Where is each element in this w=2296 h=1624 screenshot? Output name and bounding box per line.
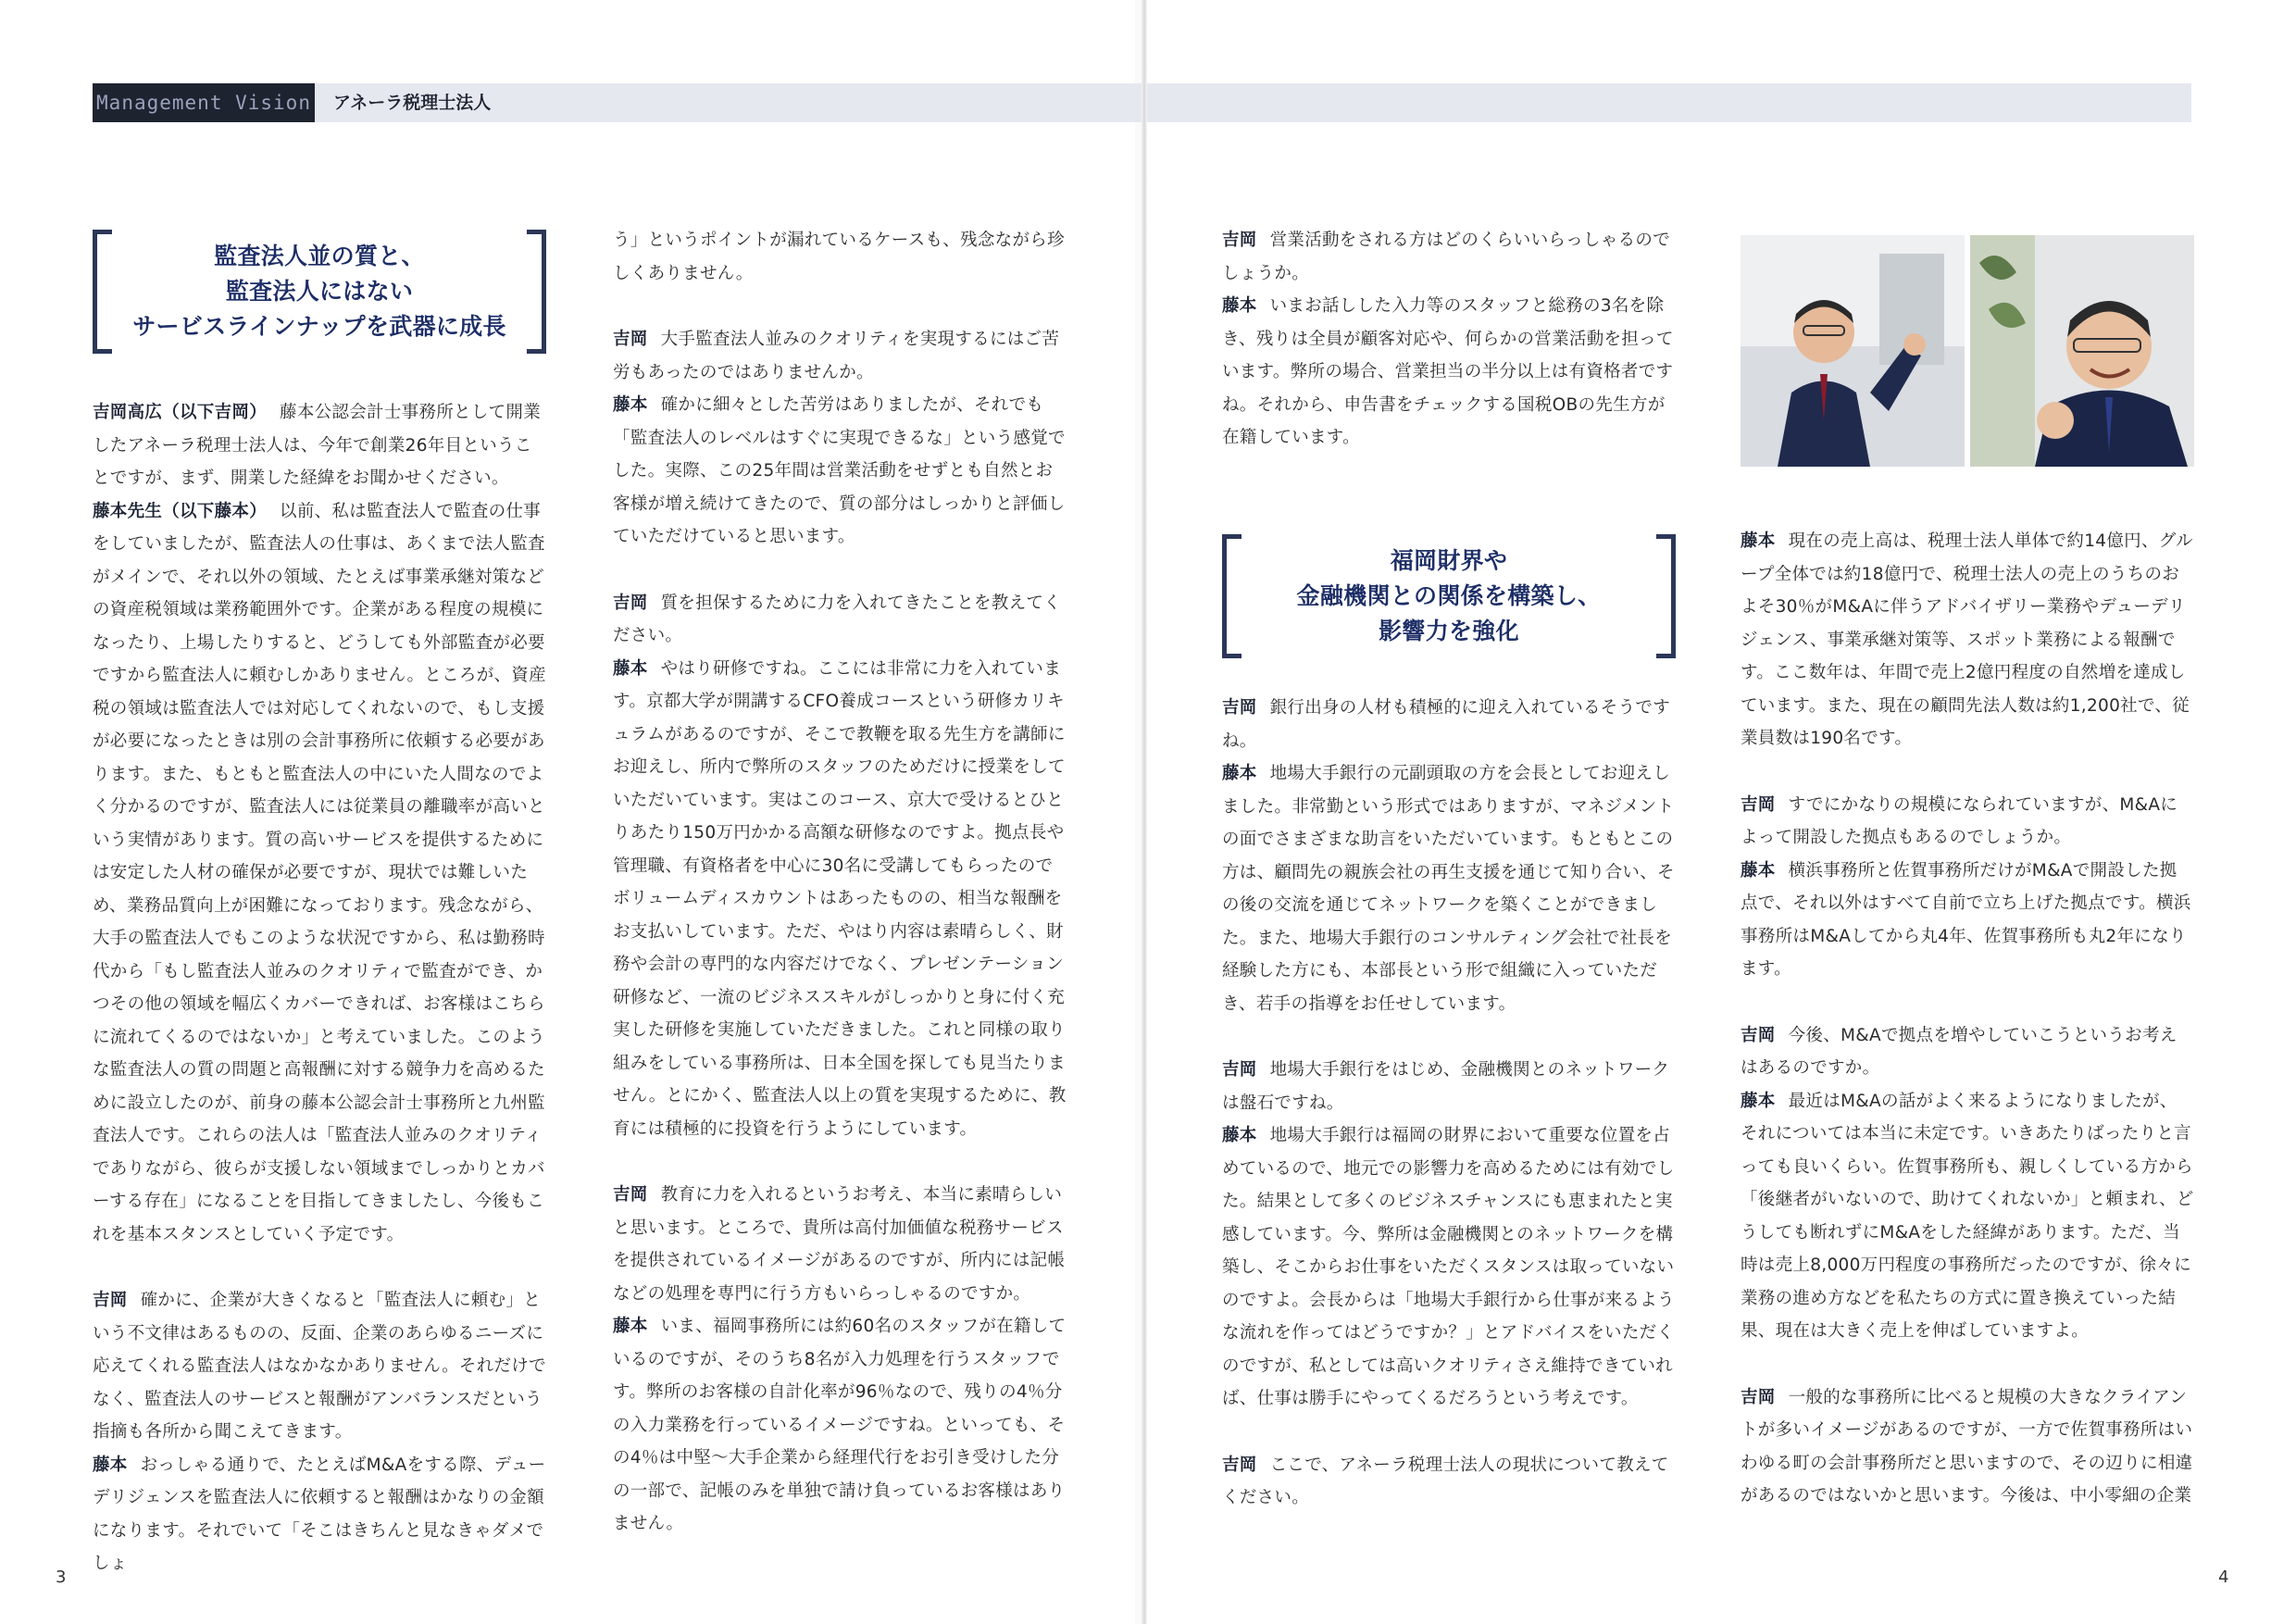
dialogue-paragraph [1741, 789, 2194, 855]
dialogue-paragraph [93, 396, 546, 495]
speaker-name: 吉岡 [1222, 1455, 1257, 1475]
dialogue-text: 営業活動をされる方はどのくらいいらっしゃるのでしょうか。 [1222, 231, 1671, 283]
dialogue-text: 現在の売上高は、税理士法人単体で約14億円、グループ全体では約18億円で、税理士法人の売上のうちのおよそ30％がM&Aに伴うアドバイザリー業務やデューデリジェンス、事業承継対策等、スポット業務による報酬です。ここ数年は、年間で売上2億円程度の自然増を達成しています。また、現在の顧問先法人数は約1,200社で、従業員数は190名です。 [1741, 531, 2193, 748]
photo-portrait-left [1741, 235, 1965, 467]
heading-line: サービスラインナップを武器に成長 [132, 313, 506, 340]
paragraph-gap [613, 1145, 1067, 1179]
dialogue-text: おっしゃる通りで、たとえばM&Aをする際、デューデリジェンスを監査法人に依頼すると報酬はかなりの金額になります。それでいて「そこはきちんと見なきゃダメでしょ [93, 1455, 546, 1573]
dialogue-paragraph [1222, 224, 1676, 290]
speaker-name: 藤本 [613, 658, 648, 679]
speaker-name: 吉岡 [613, 1185, 648, 1205]
heading-line: 影響力を強化 [1379, 618, 1519, 644]
dialogue-paragraph [1222, 1449, 1676, 1515]
speaker-name: 藤本 [1741, 531, 1776, 551]
speaker-name: 吉岡 [1222, 698, 1257, 718]
speaker-name: 藤本 [1222, 1126, 1257, 1145]
dialogue-paragraph [93, 1449, 546, 1580]
header-band-right [1147, 83, 2191, 122]
dialogue-paragraph [1222, 757, 1676, 1020]
speaker-name: 吉岡 [93, 1291, 128, 1310]
column-3-top [1222, 224, 1676, 455]
dialogue-paragraph [1222, 692, 1676, 757]
dialogue-text: 地場大手銀行の元副頭取の方を会長としてお迎えしました。非常勤という形式ではありますが、マネジメントの面でさまざまな助言をいただいています。もともとこの方は、顧問先の親族会社の再生支援を通じて知り合い、その後の交流を通じてネットワークを築くことができました。また、地場大手銀行のコンサルティング会社で社長を経験した方にも、本部長という形で組織に入っていただき、若手の指導をお任せしています。 [1222, 764, 1675, 1014]
dialogue-paragraph [1741, 1381, 2194, 1513]
speaker-name: 吉岡 [1222, 231, 1257, 250]
speaker-name: 藤本 [1741, 860, 1776, 881]
speaker-name: 吉岡 [1741, 1025, 1776, 1045]
dialogue-paragraph [613, 389, 1067, 554]
dialogue-paragraph [1741, 1019, 2194, 1085]
speaker-name: 藤本先生（以下藤本） [93, 501, 268, 521]
dialogue-paragraph [1222, 290, 1676, 455]
column-2 [613, 224, 1067, 1541]
heading-quality [93, 230, 546, 354]
paragraph-gap [1222, 1020, 1676, 1054]
dialogue-text: 教育に力を入れるというお考え、本当に素晴らしいと思います。ところで、貴所は高付加価値な税務サービスを提供されているイメージがあるのですが、所内には記帳などの処理を専門に行う方もいらっしゃるのですか。 [613, 1185, 1066, 1304]
heading-line: 金融機関との関係を構築し、 [1296, 582, 1602, 609]
dialogue-paragraph [93, 1284, 546, 1449]
dialogue-paragraph [1741, 1085, 2194, 1348]
speaker-name: 藤本 [613, 1317, 648, 1336]
column-1 [93, 230, 546, 1580]
heading-line: 福岡財界や [1390, 547, 1508, 574]
dialogue-paragraph [1222, 1119, 1676, 1416]
heading-finance [1222, 534, 1676, 658]
page-number-left: 3 [56, 1568, 67, 1587]
dialogue-text: 質を担保するために力を入れてきたことを教えてください。 [613, 593, 1062, 645]
dialogue-text: やはり研修ですね。ここには非常に力を入れています。京都大学が開講するCFO養成コースという研修カリキュラムがあるのですが、そこで教鞭を取る先生方を講師にお迎えし、所内で弊所のスタッフのためだけに授業をしていただいています。実はこのコース、京大で受けるとひとりあたり150万円かかる高額な研修なのですよ。拠点長や管理職、有資格者を中心に30名に受講してもらったのでボリュームディスカウントはあったものの、相当な報酬をお支払いしています。ただ、やはり内容は素晴らしく、財務や会計の専門的な内容だけでなく、プレゼンテーション研修など、一流のビジネススキルがしっかりと身に付く充実した研修を実施していただきました。これと同様の取り組みをしている事務所は、日本全国を探しても見当たりません。とにかく、監査法人以上の質を実現するために、教育には積極的に投資を行うようにしています。 [613, 658, 1067, 1139]
page-number-right: 4 [2218, 1568, 2229, 1587]
paragraph-gap [1741, 756, 2194, 789]
dialogue-paragraph [613, 1179, 1067, 1310]
speaker-name: 吉岡 [1741, 794, 1776, 815]
speaker-name: 藤本 [1222, 296, 1257, 316]
paragraph-gap [613, 290, 1067, 323]
dialogue-text: 横浜事務所と佐賀事務所だけがM&Aで開設した拠点で、それ以外はすべて自前で立ち上げた拠点です。横浜事務所はM&Aしてから丸4年、佐賀事務所も丸2年になります。 [1741, 860, 2191, 979]
paragraph-gap [1222, 1416, 1676, 1449]
dialogue-text: 今後、M&Aで拠点を増やしていこうというお考えはあるのですか。 [1741, 1025, 2177, 1078]
dialogue-text: 以前、私は監査法人で監査の仕事をしていましたが、監査法人の仕事は、あくまで法人監査がメインで、それ以外の領域、たとえば事業承継対策などの資産税領域は業務範囲外です。企業がある程度の規模になったり、上場したりすると、どうしても外部監査が必要ですから監査法人に頼むしかありません。ところが、資産税の領域は監査法人では対応してくれないので、もし支援が必要になったときは別の会計事務所に依頼する必要があります。また、もともと監査法人の中にいた人間なのでよく分かるのですが、監査法人には従業員の離職率が高いという実情があります。質の高いサービスを提供するためには安定した人材の確保が必要ですが、現状では難しいため、業務品質向上が困難になっております。残念ながら、大手の監査法人でもこのような状況ですから、私は勤務時代から「もし監査法人並みのクオリティで監査ができ、かつその他の領域を幅広くカバーできれば、お客様はこちらに流れてくるのではないか」と考えていました。このような監査法人の質の問題と高報酬に対する競争力を高めるために設立したのが、前身の藤本公認会計士事務所と九州監査法人です。これらの法人は「監査法人並みのクオリティでありながら、彼らが支援しない領域までしっかりとカバーする存在」になることを目指してきましたし、今後もこれを基本スタンスとしていく予定です。 [93, 501, 546, 1244]
firm-name: アネーラ税理士法人 [333, 93, 492, 113]
dialogue-text: 確かに、企業が大きくなると「監査法人に頼む」という不文律はあるものの、反面、企業のあらゆるニーズに応えてくれる監査法人はなかなかありません。それだけでなく、監査法人のサービスと報酬がアンバランスだという指摘も各所から聞こえてきます。 [93, 1291, 546, 1442]
dialogue-text: すでにかなりの規模になられていますが、M&Aによって開設した拠点もあるのでしょうか。 [1741, 794, 2178, 847]
photo-portrait-right [1970, 235, 2194, 467]
dialogue-paragraph [1741, 525, 2194, 756]
dialogue-text: いまお話しした入力等のスタッフと総務の3名を除き、残りは全員が顧客対応や、何らかの営業活動を担っています。弊所の場合、営業担当の半分以上は有資格者ですね。それから、申告書をチェックする国税OBの先生方が在籍しています。 [1222, 296, 1674, 447]
dialogue-text: 銀行出身の人材も積極的に迎え入れているそうですね。 [1222, 698, 1671, 751]
dialogue-text: 一般的な事務所に比べると規模の大きなクライアントが多いイメージがあるのですが、一方で佐賀事務所はいわゆる町の会計事務所だと思いますので、その辺りに相違があるのではないかと思います。今後は、中小零細の企業 [1741, 1387, 2193, 1505]
speaker-name: 吉岡 [1222, 1060, 1257, 1080]
dialogue-text: 大手監査法人並みのクオリティを実現するにはご苦労もあったのではありませんか。 [613, 330, 1060, 382]
dialogue-paragraph [613, 587, 1067, 653]
speaker-name: 藤本 [1741, 1091, 1776, 1111]
speaker-name: 藤本 [1222, 764, 1257, 783]
dialogue-text: う」というポイントが漏れているケースも、残念ながら珍しくありません。 [613, 231, 1065, 283]
dialogue-text: 確かに細々とした苦労はありましたが、それでも「監査法人のレベルはすぐに実現できるな」という感覚でした。実際、この25年間は営業活動をせずとも自然とお客様が増え続けてきたので、質の部分はしっかりと評価していただけていると思います。 [613, 395, 1066, 546]
heading-line: 監査法人並の質と、 [214, 243, 425, 269]
dialogue-paragraph [613, 1310, 1067, 1541]
page-edge [1135, 0, 1142, 1624]
paragraph-gap [613, 554, 1067, 587]
dialogue-paragraph [1741, 855, 2194, 986]
dialogue-paragraph [93, 495, 546, 1252]
speaker-name: 藤本 [613, 395, 648, 415]
dialogue-paragraph [613, 653, 1067, 1146]
section-label: Management Vision [93, 83, 315, 122]
heading-line: 監査法人にはない [225, 278, 414, 305]
column-4 [1741, 525, 2194, 1513]
dialogue-text: 藤本公認会計士事務所として開業したアネーラ税理士法人は、今年で創業26年目ということですが、まず、開業した経緯をお聞かせください。 [93, 403, 542, 488]
speaker-name: 吉岡 [1741, 1387, 1776, 1407]
speaker-name: 藤本 [93, 1455, 128, 1475]
dialogue-paragraph [1222, 1054, 1676, 1119]
paragraph-gap [1741, 1348, 2194, 1381]
dialogue-text: ここで、アネーラ税理士法人の現状について教えてください。 [1222, 1455, 1669, 1507]
speaker-name: 吉岡高広（以下吉岡） [93, 403, 268, 422]
dialogue-paragraph [613, 323, 1067, 389]
spread-fold [1142, 0, 1147, 1624]
dialogue-text: 最近はM&Aの話がよく来るようになりましたが、それについては本当に未定です。いきあたりばったりと言っても良いくらい。佐賀事務所も、親しくしている方から「後継者がいないので、助けてくれないか」と頼まれ、どうしても断れずにM&Aをした経緯があります。ただ、当時は売上8,000万円程度の事務所だったのですが、徐々に業務の進め方などを私たちの方式に置き換えていった結果、現在は大きく売上を伸ばしていますよ。 [1741, 1091, 2194, 1341]
dialogue-text: いま、福岡事務所には約60名のスタッフが在籍しているのですが、そのうち8名が入力処理を行うスタッフです。弊所のお客様の自計化率が96％なので、残りの4％分の入力業務を行っているイメージですね。といっても、その4％は中堅～大手企業から経理代行をお引き受けした分の一部で、記帳のみを単独で請け負っているお客様はありません。 [613, 1317, 1067, 1533]
dialogue-paragraph [613, 224, 1067, 290]
dialogue-text: 地場大手銀行は福岡の財界において重要な位置を占めているので、地元での影響力を高めるためには有効でした。結果として多くのビジネスチャンスにも恵まれたと実感しています。今、弊所は金融機関とのネットワークを構築し、そこからお仕事をいただくスタンスは取っていないのですよ。会長からは「地場大手銀行から仕事が来るような流れを作ってはどうですか？」とアドバイスをいただくのですが、私としては高いクオリティさえ維持できていれば、仕事は勝手にやってくるだろうという考えです。 [1222, 1126, 1675, 1408]
paragraph-gap [93, 1251, 546, 1284]
speaker-name: 吉岡 [613, 330, 648, 349]
paragraph-gap [1741, 986, 2194, 1019]
speaker-name: 吉岡 [613, 593, 648, 613]
column-3-bottom [1222, 534, 1676, 1515]
dialogue-text: 地場大手銀行をはじめ、金融機関とのネットワークは盤石ですね。 [1222, 1060, 1670, 1113]
